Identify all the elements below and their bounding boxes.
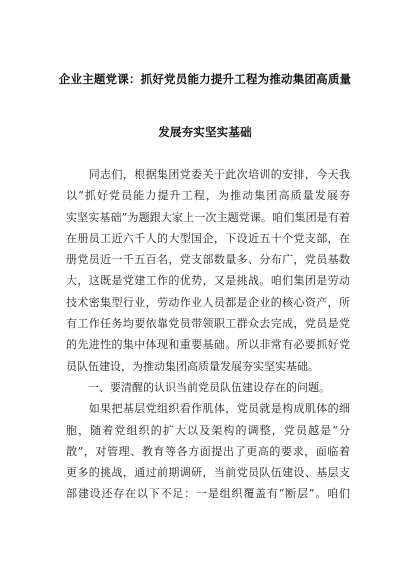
- body-line: 散”，对管理、教育等各方面提出了更高的要求，面临着: [66, 444, 350, 458]
- body-line: 部建设还存在以下不足：一是组织覆盖有“断层”。咱们: [66, 487, 350, 501]
- body-line: 的先进性的集中体现和重要基础。所以非常有必要抓好党: [66, 338, 350, 352]
- body-line: 同志们，根据集团党委关于此次培训的安排，今天我: [66, 168, 350, 181]
- body-line: 胞，随着党组织的扩大以及架构的调整，党员越是“分: [66, 423, 350, 437]
- body-line: 在册员工近六千人的大型国企，下设近五十个党支部，在: [66, 231, 350, 245]
- body-line: 以“抓好党员能力提升工程，为推动集团高质量发展夯: [66, 189, 350, 203]
- body-line: 大，这既是党建工作的优势，又是挑战。咱们集团是劳动: [66, 274, 350, 288]
- body-line: 更多的挑战，通过前期调研，当前党员队伍建设、基层支: [66, 466, 350, 480]
- body-line: 册党员近一千五百名，党支部数量多、分布广，党员基数: [66, 253, 350, 267]
- body-line: 如果把基层党组织看作肌体，党员就是构成肌体的细: [66, 402, 350, 416]
- body-line: 实坚实基础”为题跟大家上一次主题党课。咱们集团是有着: [66, 210, 350, 224]
- section-heading: 一、要清醒的认识当前党员队伍建设存在的问题。: [66, 380, 330, 394]
- document-title-line-1: 企业主题党课：抓好党员能力提升工程为推动集团高质量: [58, 72, 352, 86]
- document-body: [66, 164, 350, 505]
- document-title-line-2: 发展夯实坚实基础: [158, 125, 252, 139]
- body-line: 有工作任务均要依靠党员带领职工群众去完成，党员是党: [66, 317, 350, 331]
- body-line: 技术密集型行业，劳动作业人员都是企业的核心资产，所: [66, 295, 350, 309]
- body-line: 员队伍建设，为推动集团高质量发展夯实坚实基础。: [66, 359, 319, 373]
